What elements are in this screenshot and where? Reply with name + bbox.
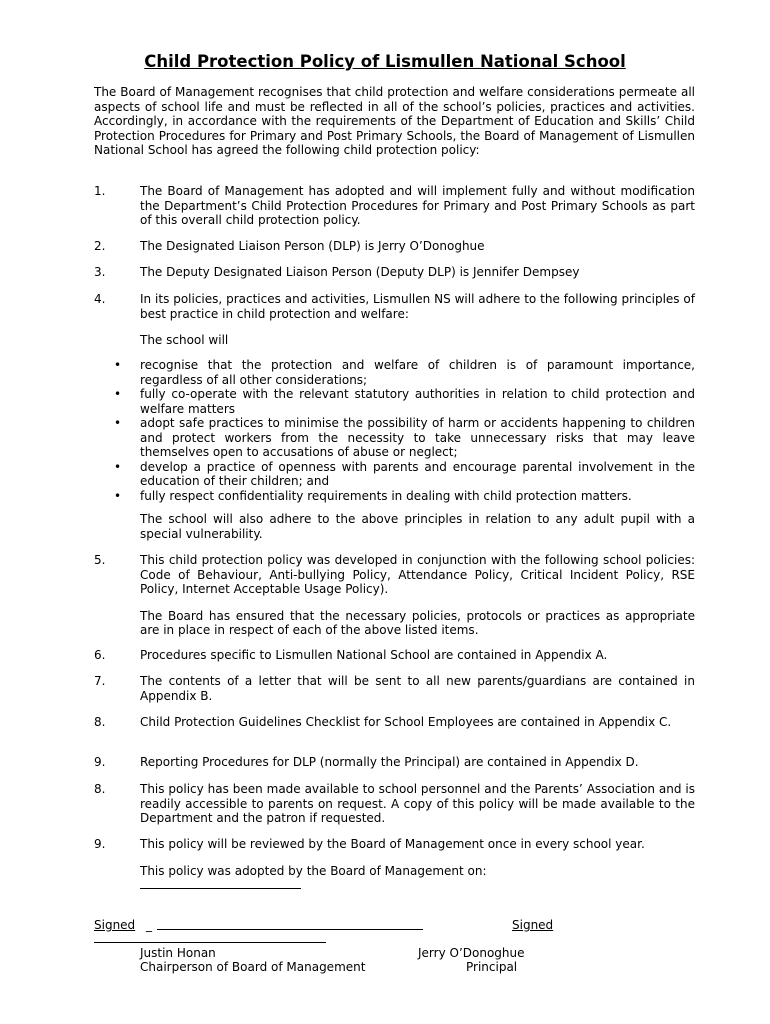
item-text: Child Protection Guidelines Checklist for School Employees are contained in Appendix C. xyxy=(140,715,672,729)
item-number: 2. xyxy=(94,239,106,253)
intro-paragraph: The Board of Management recognises that child protection and welfare considerations permeate all aspects of school life and must be reflected in all of the school’s policies, practices and activities. Accordingly, in accordance with the requirements of the Department of Education and Skills’ Child Protection Procedures for Primary and Post Primary Schools, the Board of Management of Lismullen National School has agreed the following child protection policy: xyxy=(94,85,695,157)
adoption-date-line xyxy=(140,888,301,889)
policy-item-1 xyxy=(94,184,695,228)
list-item: • fully respect confidentiality requirements in dealing with child protection matters. xyxy=(114,489,695,504)
principles-list xyxy=(114,358,695,503)
policy-item-3 xyxy=(94,265,695,280)
policy-item-7 xyxy=(94,674,695,703)
item-text: Procedures specific to Lismullen National School are contained in Appendix A. xyxy=(140,648,608,662)
after-bullets-block xyxy=(94,512,695,541)
item-text: In its policies, practices and activities, Lismullen NS will adhere to the following principles of best practice in child protection and welfare: xyxy=(140,292,695,321)
item-number: 5. xyxy=(94,553,106,567)
item-text: Reporting Procedures for DLP (normally the Principal) are contained in Appendix D. xyxy=(140,755,639,769)
signed-label-right: Signed xyxy=(512,918,554,932)
principal-role: Principal xyxy=(466,960,518,974)
policy-item-6 xyxy=(94,648,695,663)
item-number: 8. xyxy=(94,782,106,796)
chairperson-name: Justin Honan xyxy=(140,946,216,960)
policy-item-8b xyxy=(94,782,695,826)
page-title: Child Protection Policy of Lismullen National School xyxy=(144,52,626,71)
item-text: The contents of a letter that will be sent to all new parents/guardians are contained in Appendix B. xyxy=(140,674,695,703)
item-text: The Board of Management has adopted and will implement fully and without modification the Department’s Child Protection Procedures for Primary and Post Primary Schools as part of this overall child protection policy. xyxy=(140,184,695,227)
policy-item-9 xyxy=(94,755,695,770)
item-subtext: The school will xyxy=(140,333,229,347)
item-text: This child protection policy was developed in conjunction with the following school policies: Code of Behaviour, Anti-bullying Policy, Attendance Policy, Critical Incident Policy, RSE Policy, Internet Acceptable Usage Policy). xyxy=(140,553,695,596)
item-subtext: The Board has ensured that the necessary policies, protocols or practices as appropriate are in place in respect of each of the above listed items. xyxy=(140,608,695,637)
item-number: 8. xyxy=(94,715,106,729)
item-number: 9. xyxy=(94,837,106,851)
item-number: 7. xyxy=(94,674,106,688)
principal-name: Jerry O’Donoghue xyxy=(418,946,525,960)
policy-item-2 xyxy=(94,239,695,254)
item-number: 9. xyxy=(94,755,106,769)
list-item: • fully co-operate with the relevant statutory authorities in relation to child protection and welfare matters xyxy=(114,387,695,416)
item-text: The Deputy Designated Liaison Person (Deputy DLP) is Jennifer Dempsey xyxy=(140,265,580,279)
signed-label-left: Signed xyxy=(94,918,136,932)
item-number: 6. xyxy=(94,648,106,662)
signature-line-principal xyxy=(94,942,326,943)
after-bullets-text: The school will also adhere to the above principles in relation to any adult pupil with a special vulnerability. xyxy=(140,512,695,541)
item-number: 1. xyxy=(94,184,106,198)
item-number: 4. xyxy=(94,292,106,306)
policy-item-9b xyxy=(94,837,695,878)
list-item: • recognise that the protection and welfare of children is of paramount importance, regardless of all other considerations; xyxy=(114,358,695,387)
item-number: 3. xyxy=(94,265,106,279)
policy-item-5 xyxy=(94,553,695,638)
signature-line-chairperson xyxy=(157,929,423,930)
list-item: • develop a practice of openness with parents and encourage parental involvement in the education of their children; and xyxy=(114,460,695,489)
item-text: The Designated Liaison Person (DLP) is Jerry O’Donoghue xyxy=(140,239,485,253)
policy-item-8 xyxy=(94,715,695,730)
chairperson-role: Chairperson of Board of Management xyxy=(140,960,366,974)
signed-underscore: _ xyxy=(146,918,152,932)
policy-item-4 xyxy=(94,292,695,348)
item-text: This policy has been made available to school personnel and the Parents’ Association and is readily accessible to parents on request. A copy of this policy will be made available to the Department and the patron if requested. xyxy=(140,782,695,825)
list-item: • adopt safe practices to minimise the possibility of harm or accidents happening to children and protect workers from the necessity to take unnecessary risks that may leave themselves open to accusations of abuse or neglect; xyxy=(114,416,695,460)
item-text: This policy will be reviewed by the Board of Management once in every school year. xyxy=(140,837,645,851)
item-subtext: This policy was adopted by the Board of Management on: xyxy=(140,863,487,878)
